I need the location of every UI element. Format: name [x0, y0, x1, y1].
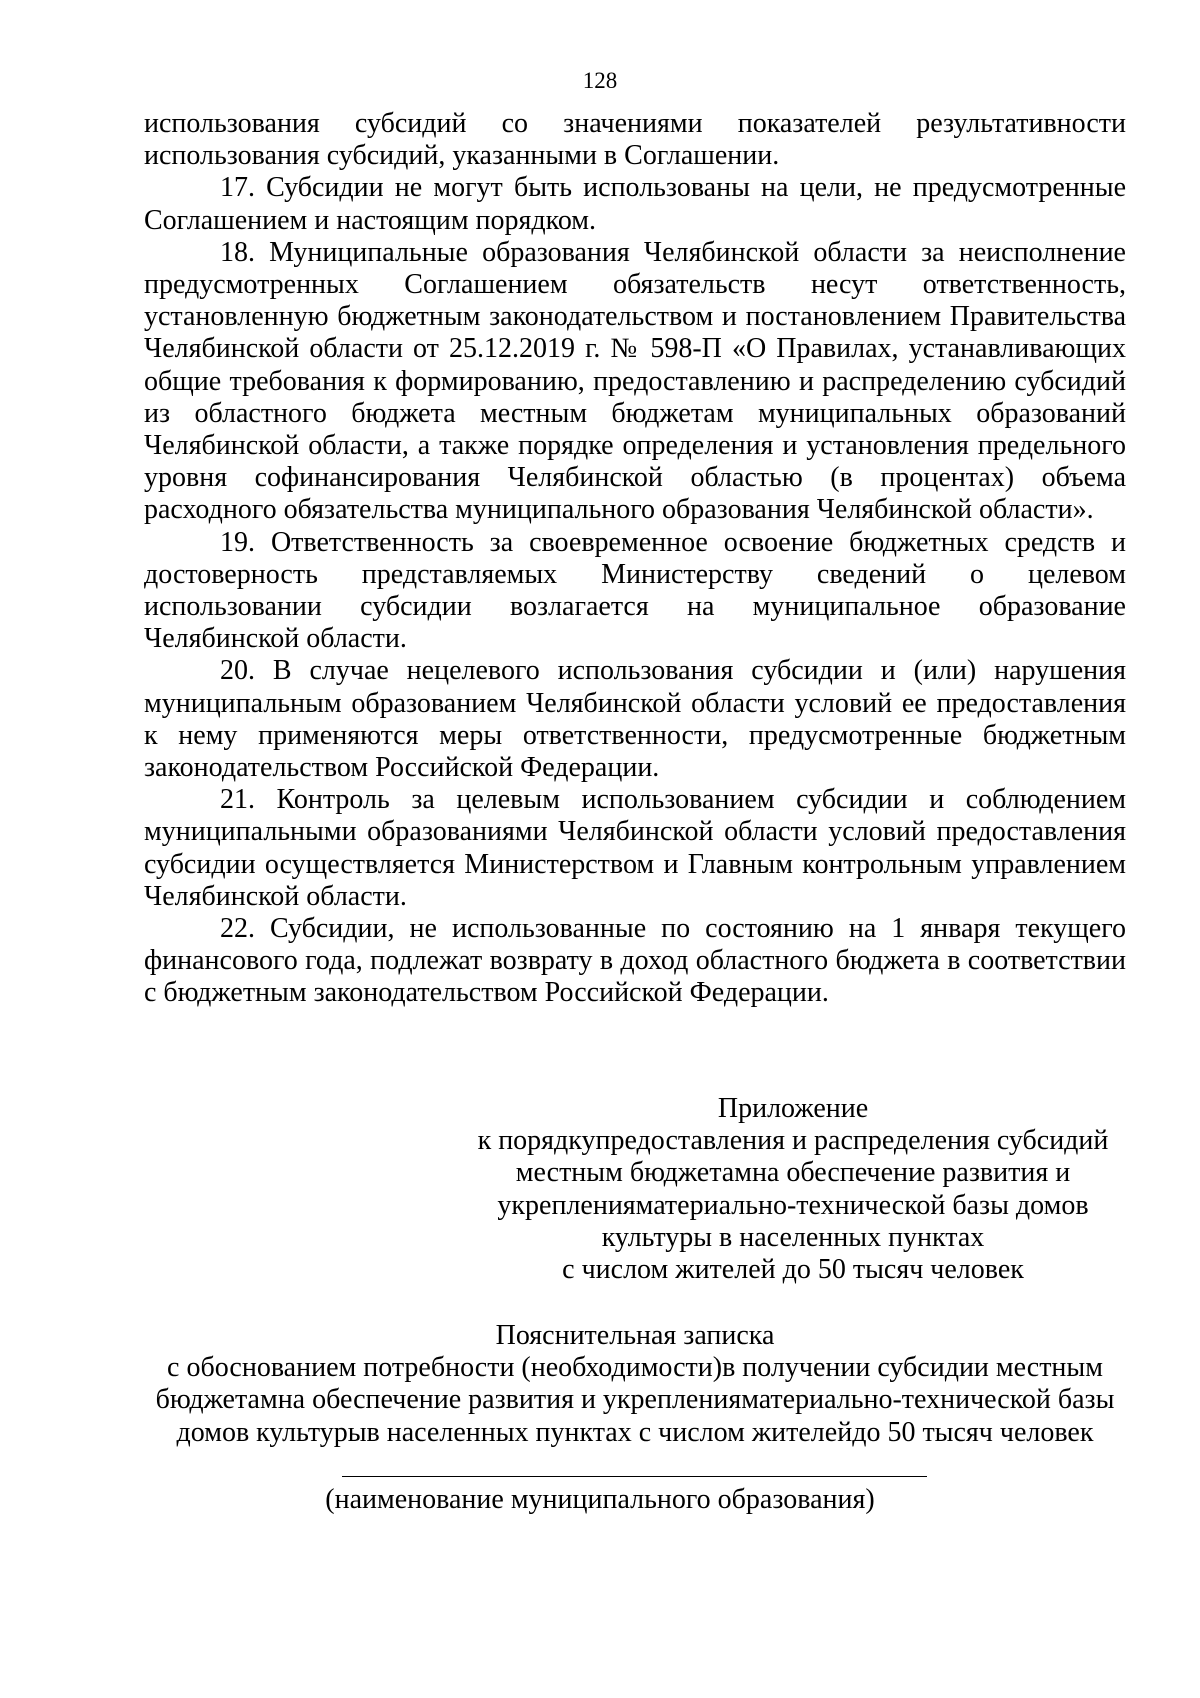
appendix-title: Приложение	[717, 1093, 869, 1124]
paragraph: 21. Контроль за целевым использованием субсидии и соблюдением муниципальными образованиями Челябинской области условий предоставления субсидии осуществляется Министерством и Главным контрольным управлением Челябинской области.	[144, 784, 1126, 912]
paragraph: 22. Субсидии, не использованные по состоянию на 1 января текущего финансового года, подлежат возврату в доход областного бюджета в соответствии с бюджетным законодательством Российской Федерации.	[144, 913, 1126, 1009]
appendix-line: к порядкупредоставления и распределения субсидий	[477, 1125, 1109, 1157]
appendix-block	[440, 1093, 1146, 1286]
body-text	[144, 108, 1126, 1010]
explanatory-note	[130, 1320, 1140, 1449]
fill-in-line	[342, 1476, 927, 1477]
appendix-line: укреплениям​атериально-технической базы домов	[497, 1189, 1089, 1221]
paragraph: 20. В случае нецелевого использования субсидии и (или) нарушения муниципальным образованием Челябинской области условий ее предоставления к нему применяются меры ответственности, предусмотренные бюджетным законодательством Российской Федерации.	[144, 655, 1126, 784]
paragraph: 18. Муниципальные образования Челябинской области за неисполнение предусмотренных Соглашением обязательств несут ответственность, установленную бюджетным законодательством и постановлением Правительства Челябинской области от 25.12.2019 г. № 598-П «О Правилах, устанавливающих общие требования к формированию, предоставлению и распределению субсидий из областного бюджета местным бюджетам муниципальных образований Челябинской области, а также порядке определения и установления предельного уровня софинансирования Челябинской областью (в процентах) объема расходного обязательства муниципального образования Челябинской области».	[144, 236, 1126, 526]
paragraph: 17. Субсидии не могут быть использованы на цели, не предусмотренные Соглашением и настоящим порядком.	[144, 172, 1126, 236]
paragraph: использования субсидий со значениями показателей результативности использования субсидий, указанными в Соглашении.	[144, 108, 1126, 172]
appendix-line: культуры в населенных пунктах	[601, 1221, 985, 1253]
note-line: домов культурыв населенных пунктах с числом жителейдо 50 тысяч человек	[176, 1416, 1094, 1448]
page-number: 128	[582, 68, 618, 93]
line-caption: (наименование муниципального образования)	[325, 1484, 875, 1515]
note-line: бюджетамна обеспечение развития и укреплениям​атериально-технической базы	[155, 1384, 1115, 1416]
paragraph: 19. Ответственность за своевременное освоение бюджетных средств и достоверность представляемых Министерству сведений о целевом использовании субсидии возлагается на муниципальное образование Челябинской области.	[144, 526, 1126, 655]
note-line: с обоснованием потребности (необходимости)в получении субсидии местным	[167, 1352, 1103, 1384]
appendix-line: с числом жителей до 50 тысяч человек	[562, 1254, 1024, 1286]
appendix-line: местным бюджетамна обеспечение развития и	[515, 1157, 1071, 1189]
note-title: Пояснительная записка	[495, 1320, 775, 1351]
